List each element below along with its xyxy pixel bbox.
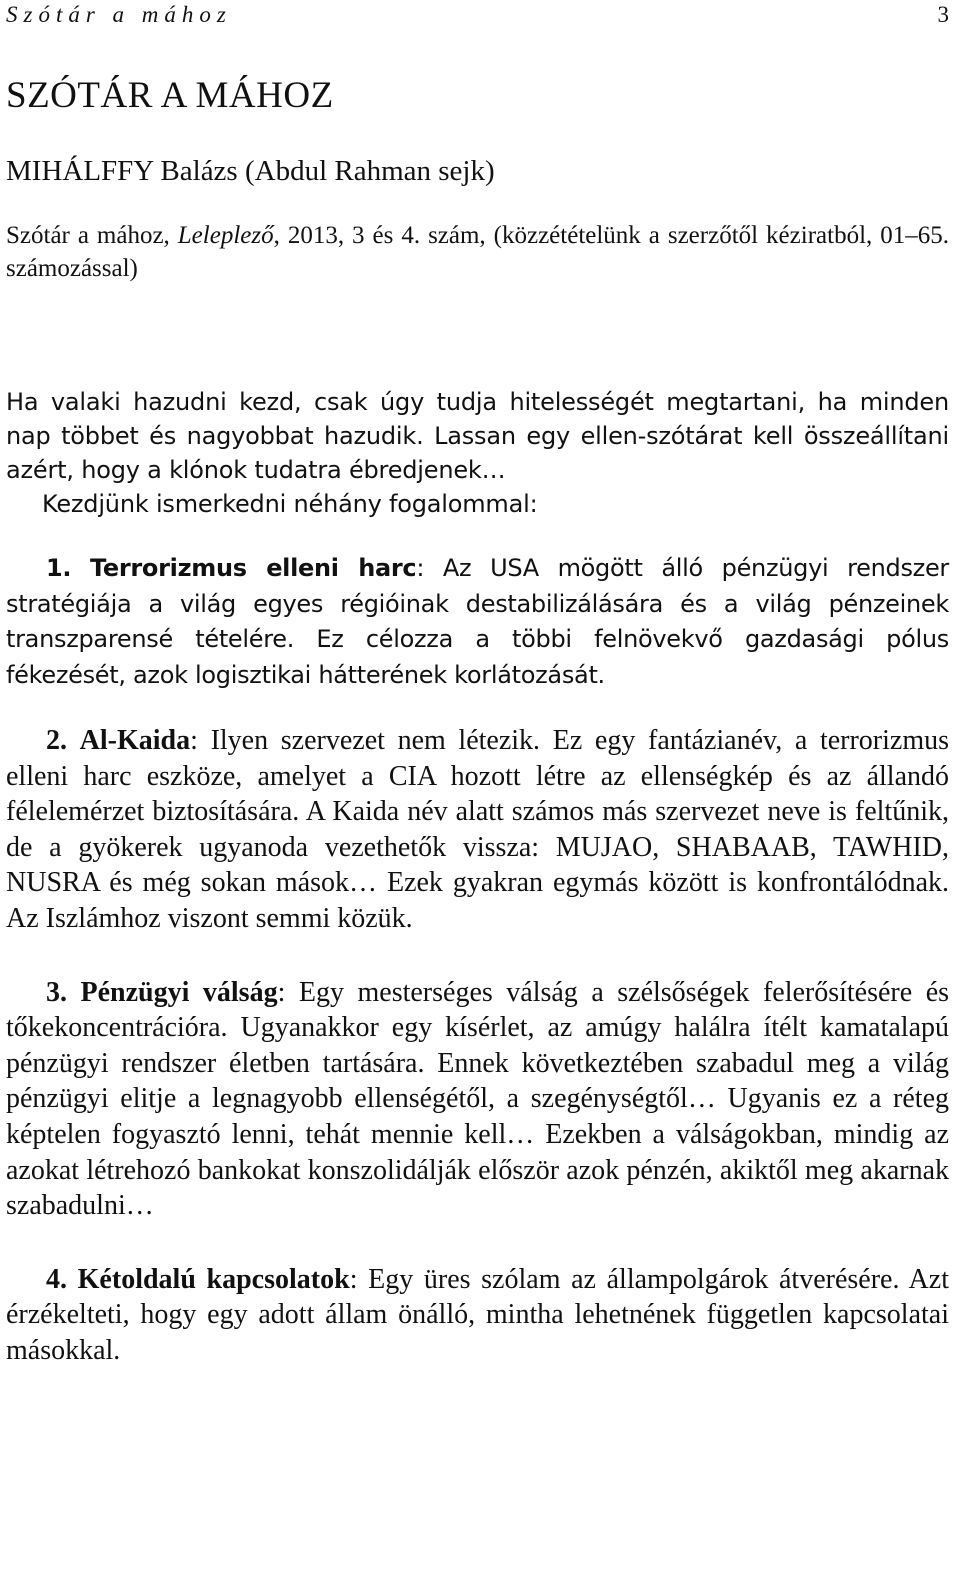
- intro-text: Ha valaki hazudni kezd, csak úgy tudja hitelességét megtartani, ha minden nap többet és nagyobbat hazudik. Lassan egy ellen-szótárat kell összeállítani azért, hogy a klónok tudatra ébredjenek…: [6, 388, 949, 484]
- running-title: Szótár a mához: [6, 2, 232, 27]
- entry-term: Al-Kaida: [79, 725, 191, 756]
- entry-number: 4.: [46, 1263, 67, 1295]
- entry-term: Terrorizmus elleni harc: [89, 554, 417, 582]
- dictionary-entry-2: [6, 723, 949, 937]
- article-title: SZÓTÁR A MÁHOZ: [6, 75, 334, 116]
- entry-definition: : Egy üres szólam az állampolgárok átverésére. Azt érzékelteti, hogy egy adott állam önálló, mintha lehetnének független kapcsolatai másokkal.: [6, 1263, 949, 1366]
- entry-term: Kétoldalú kapcsolatok: [77, 1263, 350, 1295]
- entry-definition: : Ilyen szervezet nem létezik. Ez egy fantázianév, a terrorizmus elleni harc eszköze, amelyet a CIA hozott létre az ellenségkép és az állandó félelemérzet biztosítására. A Kaida név alatt számos más szervezet neve is feltűnik, de a gyökerek ugyanoda vezethetők vissza: MUJAO, SHABAAB, TAWHID, NUSRA és még sokan mások… Ezek gyakran egymás között is konfrontálódnak. Az Iszlámhoz viszont semmi közük.: [6, 725, 950, 934]
- source-prefix: Szótár a mához,: [6, 222, 178, 249]
- source-citation: [6, 219, 949, 285]
- entry-definition: : Az USA mögött álló pénzügyi rendszer stratégiája a világ egyes régióinak destabilizálására és a világ pénzeinek transzparensé tételére. Ez célozza a többi felnövekvő gazdasági pólus fékezését, azok logisztikai hátterének korlátozását.: [6, 554, 949, 689]
- source-suffix: , 2013, 3 és 4. szám, (közzétételünk a szerzőtől kéziratból, 01–65. számozással): [6, 222, 949, 282]
- intro-paragraph: [6, 385, 949, 521]
- document-page: [6, 0, 949, 1397]
- source-journal: Leleplező: [177, 222, 274, 249]
- page-number: 3: [937, 2, 949, 27]
- running-header: [6, 0, 949, 44]
- entry-number: 1.: [46, 554, 72, 582]
- entry-definition: : Egy mesterséges válság a szélsőségek felerősítésére és tőkekoncentrációra. Ugyanakkor egy kísérlet, az amúgy halálra ítélt kamatalapú pénzügyi rendszer életben tartására. Ennek következtében szabadul meg a világ pénzügyi elitje a legnagyobb ellenségétől, a szegénységtől… Ugyanis ez a réteg képtelen fogyasztó lenni, tehát mennie kell… Ezekben a válságokban, mindig az azokat létrehozó bankokat konszolidálják először azok pénzén, akiktől meg akarnak szabadulni…: [6, 976, 950, 1222]
- dictionary-entry-3: [6, 975, 949, 1224]
- dictionary-entry-1: [6, 551, 949, 693]
- entry-term: Pénzügyi válság: [80, 976, 278, 1008]
- entry-number: 3.: [46, 976, 67, 1008]
- intro-continuation: Kezdjünk ismerkedni néhány fogalommal:: [42, 490, 538, 518]
- dictionary-entry-4: [6, 1262, 949, 1369]
- article-author: MIHÁLFFY Balázs (Abdul Rahman sejk): [6, 155, 495, 187]
- entry-number: 2.: [46, 725, 67, 756]
